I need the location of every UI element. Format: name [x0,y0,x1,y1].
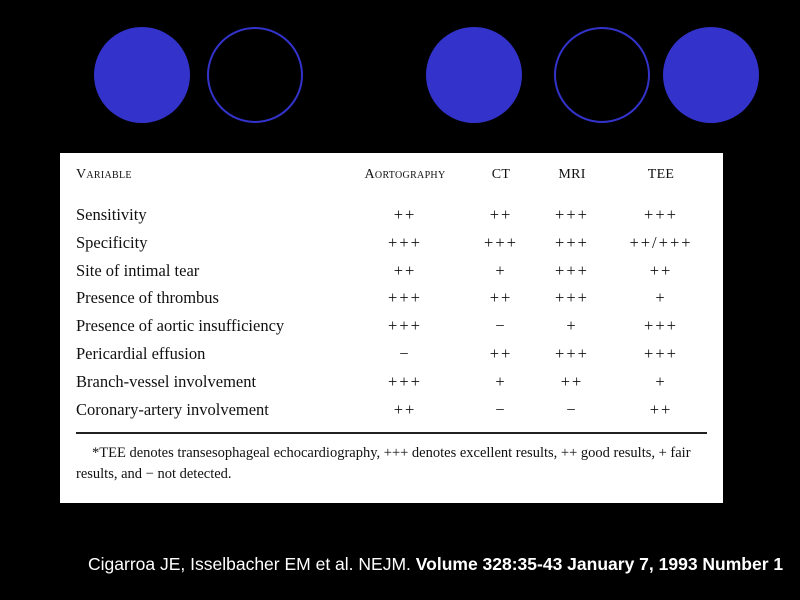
row-ct: − [495,400,507,419]
comparison-table [60,153,723,503]
row-aortography: ++ [393,205,417,224]
row-aortography: +++ [388,233,422,252]
table-row [60,344,723,370]
table-row [60,205,723,231]
row-mri: +++ [555,344,589,363]
header-variable: Variable [76,167,132,182]
row-aortography: +++ [388,288,422,307]
row-ct: ++ [489,205,513,224]
row-tee: + [655,372,667,391]
row-variable: Sensitivity [76,205,147,224]
row-tee: ++/+++ [629,233,693,252]
row-variable: Presence of aortic insufficiency [76,316,285,335]
row-ct: ++ [489,344,513,363]
table-row [60,400,723,426]
row-mri: + [566,316,578,335]
row-variable: Pericardial effusion [76,344,206,363]
row-variable: Specificity [76,233,148,252]
decor-circle-5 [663,27,759,123]
decor-circle-4 [554,27,650,123]
row-ct: − [495,316,507,335]
row-tee: ++ [649,261,673,280]
row-tee: ++ [649,400,673,419]
row-aortography: +++ [388,372,422,391]
row-ct: ++ [489,288,513,307]
row-mri: +++ [555,261,589,280]
table-row [60,372,723,398]
row-mri: − [566,400,578,419]
row-variable: Presence of thrombus [76,288,219,307]
row-tee: +++ [644,316,678,335]
row-ct: + [495,261,507,280]
row-tee: + [655,288,667,307]
row-ct: +++ [484,233,518,252]
row-mri: +++ [555,205,589,224]
row-ct: + [495,372,507,391]
row-variable: Coronary-artery involvement [76,400,269,419]
row-aortography: ++ [393,400,417,419]
table-row [60,233,723,259]
citation-details: Volume 328:35-43 January 7, 1993 Number 1 [415,554,784,574]
row-aortography: +++ [388,316,422,335]
citation [88,552,793,576]
row-aortography: − [399,344,411,363]
row-mri: +++ [555,233,589,252]
table-row [60,261,723,287]
row-variable: Site of intimal tear [76,261,200,280]
row-mri: +++ [555,288,589,307]
table-row [60,288,723,314]
decor-circle-2 [207,27,303,123]
row-tee: +++ [644,344,678,363]
decor-circle-3 [426,27,522,123]
table-row [60,316,723,342]
citation-authors: Cigarroa JE, Isselbacher EM et al. NEJM. [88,554,411,574]
header-ct: CT [491,167,511,182]
header-mri: MRI [558,167,586,182]
row-tee: +++ [644,205,678,224]
table-footnote: *TEE denotes transesophageal echocardiography, +++ denotes excellent results, ++ good results, + fair results, and − not detected. [76,445,691,482]
header-tee: TEE [647,167,675,182]
row-mri: ++ [560,372,584,391]
header-aortography: Aortography [364,167,446,182]
row-variable: Branch-vessel involvement [76,372,257,391]
row-aortography: ++ [393,261,417,280]
decor-circle-1 [94,27,190,123]
table-divider [76,432,707,434]
